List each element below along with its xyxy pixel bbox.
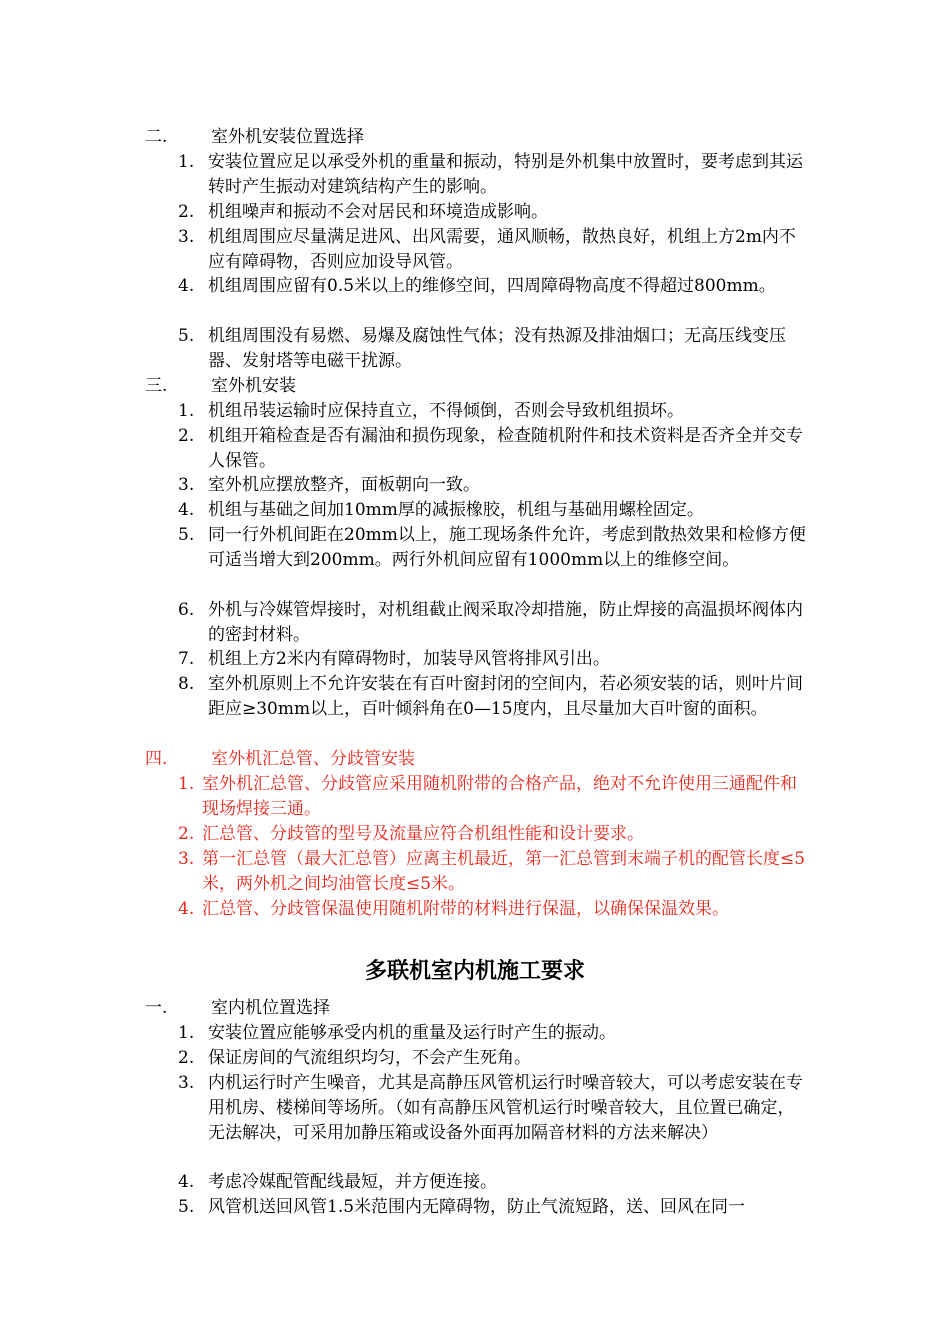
list-item: 8. 室外机原则上不允许安装在有百叶窗封闭的空间内，若必须安装的话，则叶片间距应≥30mm以上，百叶倾斜角在0—15度内，且尽量加大百叶窗的面积。	[178, 674, 803, 719]
list-item: 3. 内机运行时产生噪音，尤其是高静压风管机运行时噪音较大，可以考虑安装在专用机房、楼梯间等场所。（如有高静压风管机运行时噪音较大，且位置已确定，无法解决，可采用加静压箱或设备外面再加隔音材料的方法来解决）	[178, 1073, 803, 1143]
list-item: 4. 考虑冷媒配管配线最短，并方便连接。	[178, 1172, 497, 1192]
list-item: 2. 机组噪声和振动不会对居民和环境造成影响。	[178, 202, 548, 222]
list-item: 4. 机组周围应留有0.5米以上的维修空间，四周障碍物高度不得超过800mm。	[178, 276, 776, 296]
list-item: 1. 机组吊装运输时应保持直立，不得倾倒，否则会导致机组损坏。	[178, 401, 684, 421]
section-title: 室外机汇总管、分歧管安装	[211, 749, 415, 769]
list-item: 2. 机组开箱检查是否有漏油和损伤现象，检查随机附件和技术资料是否齐全并交专人保管。	[178, 426, 803, 471]
section-3-heading	[145, 374, 825, 399]
section-4-heading	[145, 747, 825, 772]
list-item: 6. 外机与冷媒管焊接时，对机组截止阀采取冷却措施，防止焊接的高温损坏阀体内的密封材料。	[178, 600, 803, 645]
list-item: 1. 安装位置应能够承受内机的重量及运行时产生的振动。	[178, 1023, 616, 1043]
list-item: 1. 安装位置应足以承受外机的重量和振动，特别是外机集中放置时，要考虑到其运转时产生振动对建筑结构产生的影响。	[178, 152, 803, 197]
section-number: 四.	[145, 749, 168, 769]
list-item: 5. 同一行外机间距在20mm以上，施工现场条件允许，考虑到散热效果和检修方便可适当增大到200mm。两行外机间应留有1000mm以上的维修空间。	[178, 525, 806, 570]
list-item: 3. 室外机应摆放整齐，面板朝向一致。	[178, 475, 480, 495]
section-number: 二.	[145, 127, 168, 147]
list-item: 3. 机组周围应尽量满足进风、出风需要，通风顺畅，散热良好，机组上方2m内不应有障碍物，否则应加设导风管。	[178, 227, 796, 272]
section-number: 三.	[145, 376, 168, 396]
list-item: 5. 机组周围没有易燃、易爆及腐蚀性气体；没有热源及排油烟口；无高压线变压器、发射塔等电磁干扰源。	[178, 326, 786, 371]
page-title: 多联机室内机施工要求	[364, 959, 585, 984]
list-item: 3. 第一汇总管（最大汇总管）应离主机最近，第一汇总管到末端子机的配管长度≤5米，两外机之间均油管长度≤5米。	[178, 849, 806, 894]
list-item: 4. 机组与基础之间加10mm厚的减振橡胶，机组与基础用螺栓固定。	[178, 500, 704, 520]
list-item: 2. 汇总管、分歧管的型号及流量应符合机组性能和设计要求。	[178, 824, 644, 844]
section-title: 室内机位置选择	[211, 998, 330, 1018]
section-indoor-heading	[145, 996, 825, 1021]
section-number: 一.	[145, 998, 168, 1018]
section-title: 室外机安装位置选择	[211, 127, 364, 147]
list-item: 2. 保证房间的气流组织均匀，不会产生死角。	[178, 1048, 531, 1068]
list-item: 5. 风管机送回风管1.5米范围内无障碍物，防止气流短路，送、回风在同一	[178, 1197, 746, 1217]
section-2-heading	[145, 125, 825, 150]
list-item: 7. 机组上方2米内有障碍物时，加装导风管将排风引出。	[178, 649, 610, 669]
section-title: 室外机安装	[211, 376, 296, 396]
list-item: 1. 室外机汇总管、分歧管应采用随机附带的合格产品，绝对不允许使用三通配件和现场焊接三通。	[178, 774, 797, 819]
list-item: 4. 汇总管、分歧管保温使用随机附带的材料进行保温，以确保保温效果。	[178, 899, 729, 919]
